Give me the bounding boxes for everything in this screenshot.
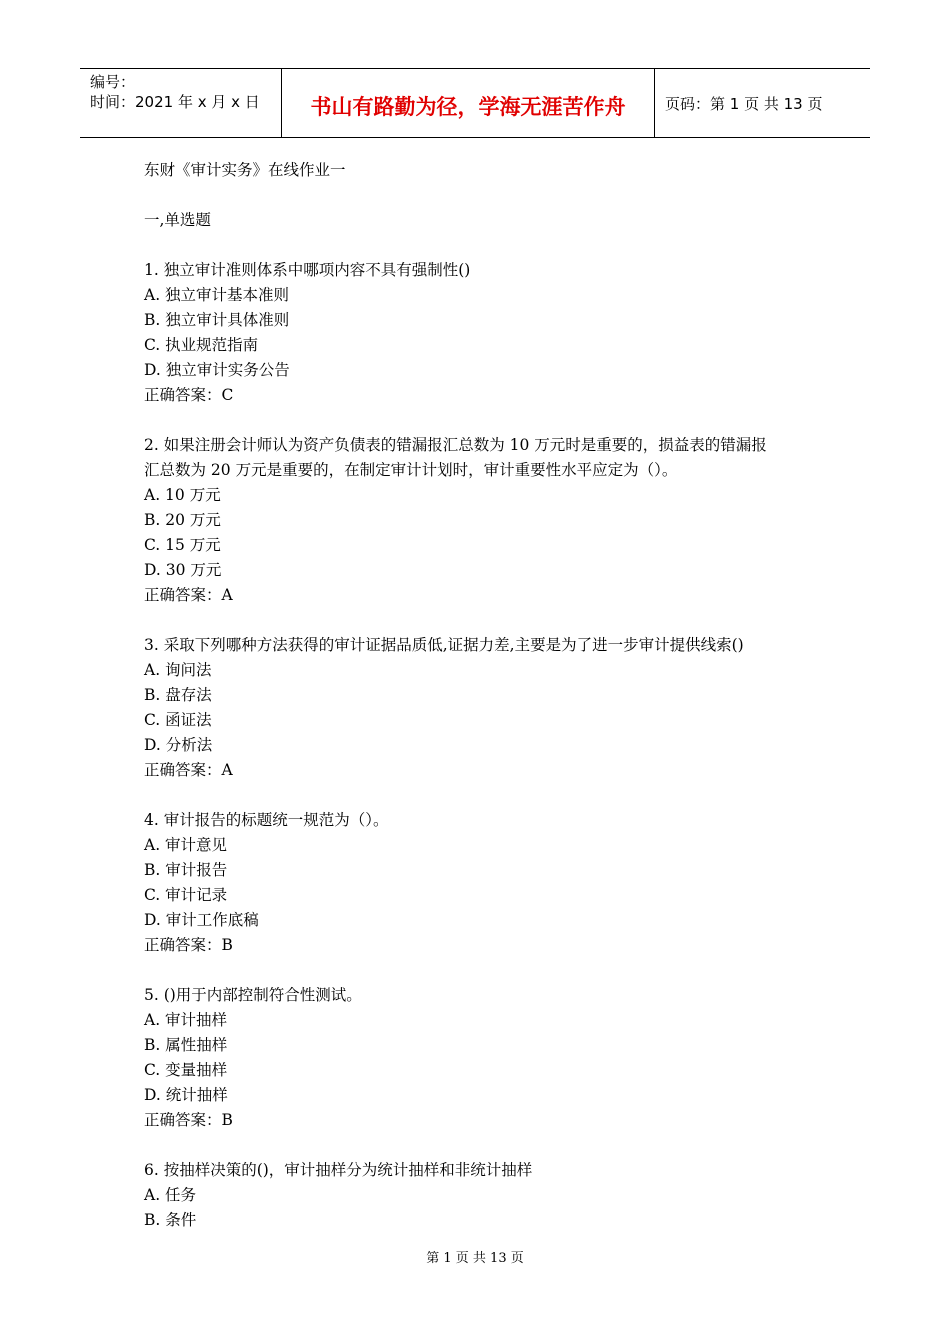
option-c: C. 变量抽样	[144, 1061, 228, 1079]
time-label: 时间：2021 年 x 月 x 日	[90, 93, 260, 111]
correct-answer: 正确答案：A	[144, 761, 233, 779]
option-a: A. 任务	[144, 1186, 197, 1204]
header-motto-cell	[282, 69, 655, 137]
option-a: A. 审计抽样	[144, 1011, 228, 1029]
correct-answer: 正确答案：C	[144, 386, 234, 404]
option-b: B. 独立审计具体准则	[144, 311, 290, 329]
option-c: C. 审计记录	[144, 886, 228, 904]
option-d: D. 统计抽样	[144, 1086, 228, 1104]
option-c: C. 15 万元	[144, 536, 221, 554]
header-page-cell	[655, 69, 870, 137]
option-a: A. 询问法	[144, 661, 212, 679]
section-heading: 一,单选题	[144, 211, 211, 229]
option-b: B. 条件	[144, 1211, 197, 1229]
correct-answer: 正确答案：B	[144, 936, 233, 954]
question-stem: 5. ()用于内部控制符合性测试。	[144, 986, 362, 1004]
page-info: 页码：第 1 页 共 13 页	[665, 95, 823, 113]
question-1	[144, 258, 824, 408]
header-meta-cell	[80, 69, 282, 137]
question-2	[144, 433, 824, 608]
question-4	[144, 808, 824, 958]
option-b: B. 属性抽样	[144, 1036, 228, 1054]
question-stem: 4. 审计报告的标题统一规范为（）。	[144, 811, 389, 829]
option-c: C. 函证法	[144, 711, 212, 729]
option-d: D. 30 万元	[144, 561, 222, 579]
page-header	[80, 68, 870, 138]
question-stem: 1. 独立审计准则体系中哪项内容不具有强制性()	[144, 261, 471, 279]
option-b: B. 盘存法	[144, 686, 212, 704]
document-title: 东财《审计实务》在线作业一	[144, 161, 346, 179]
motto-text: 书山有路勤为径，学海无涯苦作舟	[310, 95, 626, 119]
question-stem: 6. 按抽样决策的()，审计抽样分为统计抽样和非统计抽样	[144, 1161, 533, 1179]
page-footer: 第 1 页 共 13 页	[426, 1251, 524, 1266]
option-b: B. 20 万元	[144, 511, 221, 529]
question-3	[144, 633, 824, 783]
option-b: B. 审计报告	[144, 861, 228, 879]
option-d: D. 审计工作底稿	[144, 911, 259, 929]
option-a: A. 审计意见	[144, 836, 228, 854]
correct-answer: 正确答案：B	[144, 1111, 233, 1129]
correct-answer: 正确答案：A	[144, 586, 233, 604]
question-5	[144, 983, 824, 1133]
number-label: 编号：	[90, 73, 136, 91]
option-d: D. 分析法	[144, 736, 213, 754]
document-body	[144, 158, 824, 1233]
question-stem: 2. 如果注册会计师认为资产负债表的错漏报汇总数为 10 万元时是重要的，损益表的错漏报	[144, 436, 767, 454]
option-a: A. 独立审计基本准则	[144, 286, 290, 304]
option-d: D. 独立审计实务公告	[144, 361, 290, 379]
option-c: C. 执业规范指南	[144, 336, 259, 354]
question-stem-continued: 汇总数为 20 万元是重要的，在制定审计计划时，审计重要性水平应定为（）。	[144, 461, 678, 479]
option-a: A. 10 万元	[144, 486, 221, 504]
question-6	[144, 1158, 824, 1233]
question-stem: 3. 采取下列哪种方法获得的审计证据品质低,证据力差,主要是为了进一步审计提供线索()	[144, 636, 744, 654]
